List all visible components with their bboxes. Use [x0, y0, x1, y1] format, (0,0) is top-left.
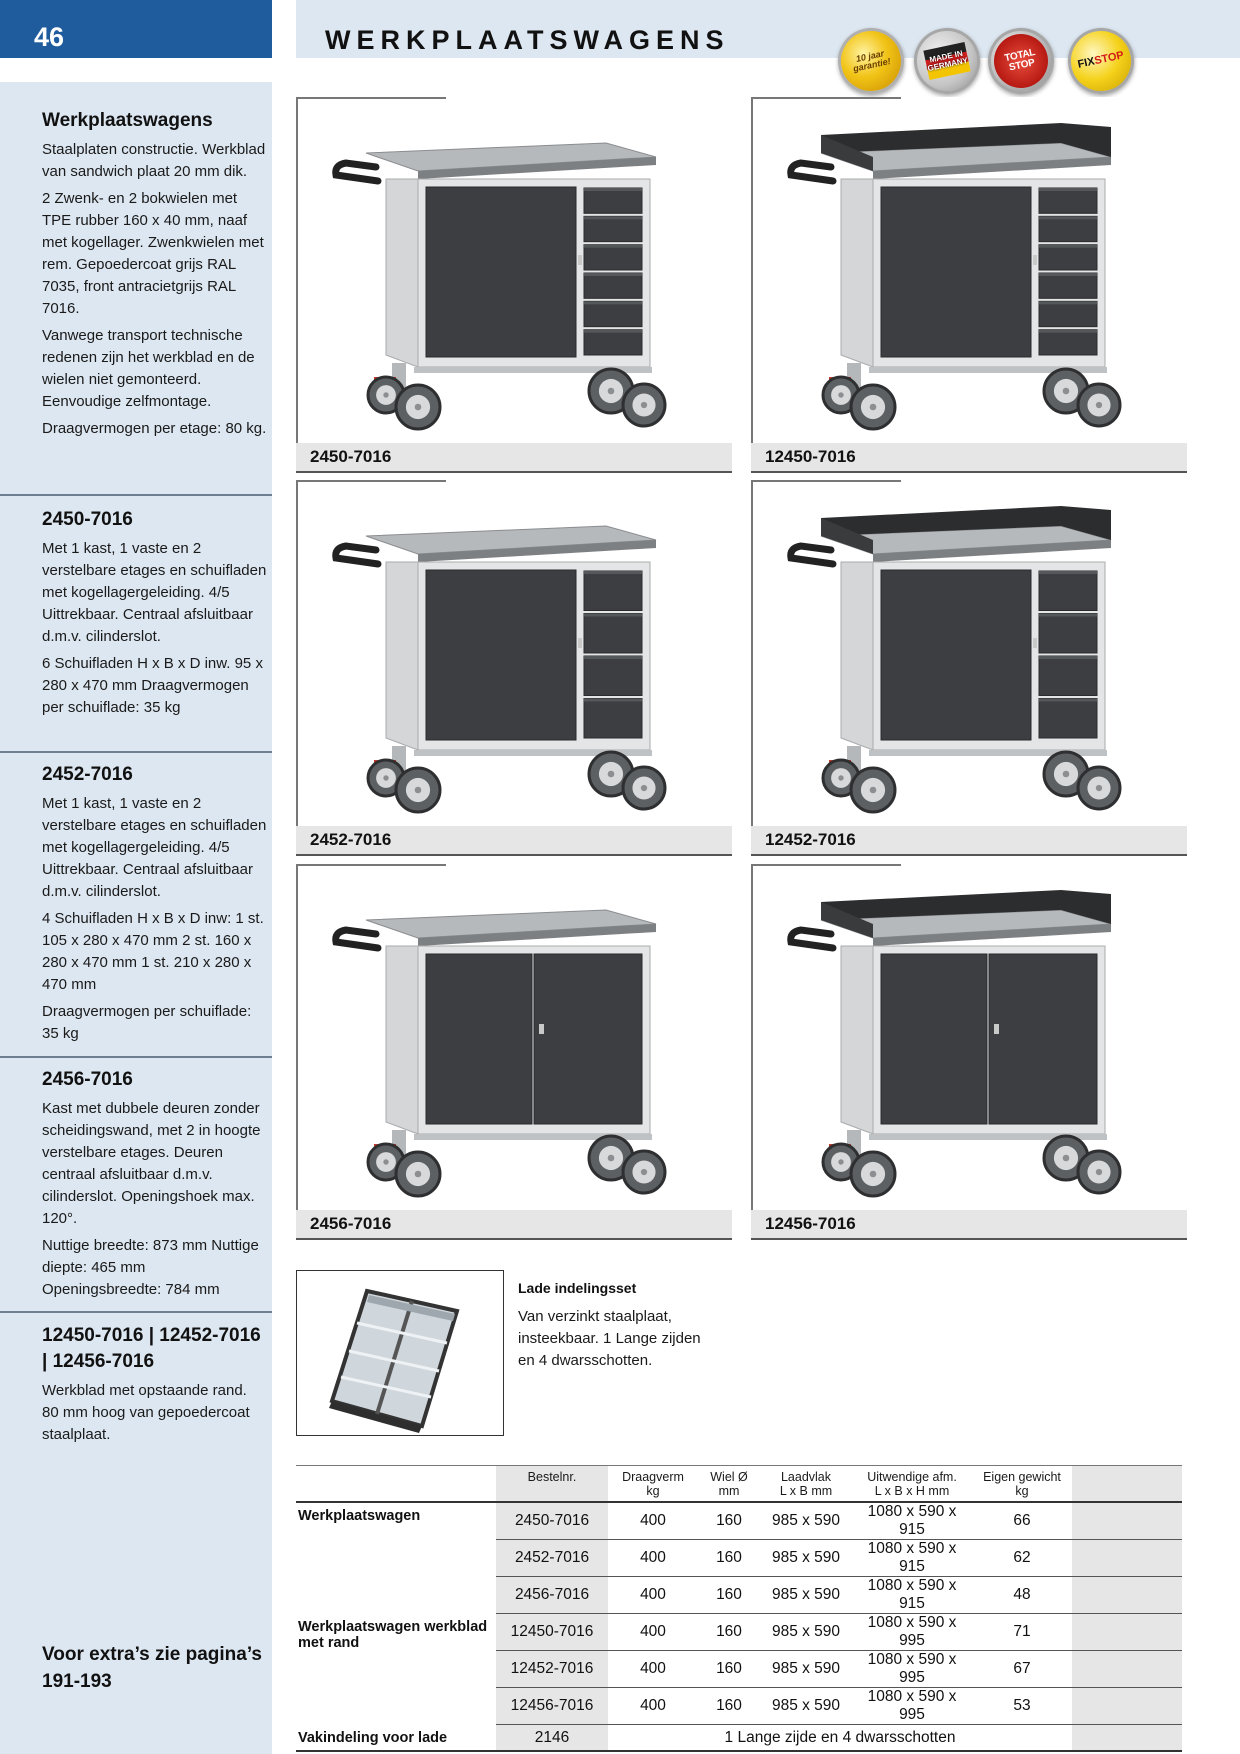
push-handle	[791, 163, 833, 181]
cart-side-panel	[386, 946, 418, 1134]
drawer-front	[1039, 273, 1097, 298]
sidebar-intro-text	[42, 139, 267, 440]
sidebar-intro	[42, 108, 267, 440]
cabinet-door-left	[881, 954, 987, 1124]
workbench-cart-illustration	[781, 488, 1161, 818]
drawer-front	[1039, 656, 1097, 696]
fix-text: FIX	[1076, 55, 1096, 71]
table-cell: 160	[698, 1502, 760, 1540]
card-frame-left	[296, 480, 298, 856]
product-code: 12450-7016	[765, 447, 856, 466]
table-row	[296, 1502, 1182, 1540]
sidebar-paragraph: Nuttige breedte: 873 mm Nuttige diepte: 465 mm Openingsbreedte: 784 mm	[42, 1237, 259, 1298]
sidebar-section-title: 2450-7016	[42, 509, 133, 530]
card-caption	[296, 443, 732, 473]
swivel-castor-wheel	[396, 768, 440, 812]
table-cell: 12450-7016	[496, 1614, 608, 1651]
drawer-handle	[584, 330, 642, 333]
table-cell: 985 x 590	[760, 1502, 852, 1540]
table-cell: 2452-7016	[496, 1540, 608, 1577]
header-line1: Bestelnr.	[527, 1470, 577, 1484]
workbench-cart-illustration	[326, 105, 706, 435]
cabinet-door	[426, 570, 576, 740]
product-card[interactable]	[751, 864, 1187, 1240]
sidebar-intro-title: Werkplaatswagens	[42, 110, 213, 131]
table-cell-empty	[1072, 1725, 1182, 1752]
fixed-castor-wheel	[1078, 1151, 1120, 1193]
table-cell: 1 Lange zijde en 4 dwarsschotten	[608, 1725, 1072, 1752]
header-line2: kg	[646, 1484, 660, 1498]
card-caption	[296, 1210, 732, 1240]
drawer-handle	[1039, 571, 1097, 574]
header-line1: Uitwendige afm.	[867, 1470, 957, 1484]
drawer-handle	[1039, 614, 1097, 617]
drawer-handle	[584, 216, 642, 219]
table-cell: 1080 x 590 x 915	[852, 1540, 972, 1577]
sidebar-divider	[0, 494, 272, 496]
drawer-handle	[584, 699, 642, 702]
guarantee-badge-text: 10 jaar garantie!	[852, 47, 892, 74]
drawer-front	[1039, 699, 1097, 739]
sidebar-divider	[0, 1311, 272, 1313]
table-cell-empty	[1072, 1502, 1182, 1540]
cart-side-panel	[386, 179, 418, 367]
fixed-castor-wheel	[623, 767, 665, 809]
sidebar-paragraph: 6 Schuifladen H x B x D inw. 95 x 280 x 470 mm Draagvermogen per schuiflade: 35 kg	[42, 655, 263, 716]
drawer-front	[584, 656, 642, 696]
sidebar-section-title: 2452-7016	[42, 764, 133, 785]
sidebar-section-title: 2456-7016	[42, 1069, 133, 1090]
swivel-castor-wheel	[396, 1152, 440, 1196]
drawer-handle	[1039, 330, 1097, 333]
sidebar-paragraph: 4 Schuifladen H x B x D inw: 1 st. 105 x 280 x 470 mm 2 st. 160 x 280 x 470 mm 1 st. 210 x 280 x 470 mm	[42, 910, 264, 993]
table-cell: 1080 x 590 x 915	[852, 1502, 972, 1540]
header-line2: kg	[1015, 1484, 1029, 1498]
table-cell: 2456-7016	[496, 1577, 608, 1614]
table-header-row	[296, 1466, 1182, 1503]
cabinet-door-right	[534, 954, 642, 1124]
workbench-cart-illustration	[781, 872, 1161, 1202]
sidebar-paragraph: Met 1 kast, 1 vaste en 2 verstelbare etages en schuifladen met kogellagergeleiding. 4/5 Uittrekbaar. Centraal afsluitbaar d.m.v. cilinderslot.	[42, 795, 267, 900]
product-card[interactable]	[296, 97, 732, 473]
table-cell: 53	[972, 1688, 1072, 1725]
product-code: 12456-7016	[765, 1214, 856, 1233]
product-code: 12452-7016	[765, 830, 856, 849]
table-header-cell	[1072, 1466, 1182, 1503]
drawer-handle	[1039, 188, 1097, 191]
table-cell: 1080 x 590 x 995	[852, 1688, 972, 1725]
push-handle	[336, 930, 378, 948]
drawer-front	[1039, 301, 1097, 326]
lock-icon	[578, 638, 582, 648]
header-line1: Draagverm	[622, 1470, 684, 1484]
product-card[interactable]	[296, 480, 732, 856]
spec-table-body	[296, 1502, 1182, 1751]
table-row-label: Werkplaatswagen	[298, 1508, 421, 1524]
table-cell: 1080 x 590 x 995	[852, 1614, 972, 1651]
table-cell: 12456-7016	[496, 1688, 608, 1725]
table-header-cell	[496, 1466, 608, 1503]
card-frame-top	[751, 97, 901, 99]
sidebar-footer-note: Voor extra’s zie pagina’s 191-193	[42, 1644, 262, 1692]
table-row	[296, 1725, 1182, 1752]
card-caption	[296, 826, 732, 856]
swivel-castor-wheel	[851, 1152, 895, 1196]
fixed-castor-wheel	[1078, 767, 1120, 809]
drawer-handle	[584, 301, 642, 304]
header-line1: Wiel Ø	[710, 1470, 748, 1484]
table-cell: 400	[608, 1688, 698, 1725]
product-card[interactable]	[751, 97, 1187, 473]
workbench-cart-illustration	[326, 488, 706, 818]
drawer-front	[1039, 245, 1097, 270]
total-stop-text: TOTAL STOP	[1003, 46, 1037, 74]
drawer-front	[584, 571, 642, 611]
push-handle	[791, 930, 833, 948]
sidebar-section-text	[42, 1098, 267, 1301]
accessory-description: Van verzinkt staalplaat, insteekbaar. 1 Lange zijden en 4 dwarsschotten.	[518, 1308, 701, 1369]
product-code: 2456-7016	[310, 1214, 392, 1233]
table-header-cell	[296, 1466, 496, 1503]
card-frame-left	[751, 864, 753, 1240]
table-header-cell	[760, 1466, 852, 1503]
drawer-handle	[1039, 216, 1097, 219]
card-frame-top	[296, 97, 446, 99]
drawer-handle	[1039, 699, 1097, 702]
swivel-castor-wheel	[851, 385, 895, 429]
sidebar-paragraph: Werkblad met opstaande rand. 80 mm hoog van gepoedercoat staalplaat.	[42, 1382, 250, 1443]
german-flag-icon	[923, 42, 970, 80]
workbench-cart-illustration	[326, 872, 706, 1202]
card-frame-top	[751, 480, 901, 482]
product-card[interactable]	[296, 864, 732, 1240]
brake-icon	[989, 29, 1053, 93]
table-cell: 160	[698, 1688, 760, 1725]
lock-icon	[578, 255, 582, 265]
drawer-handle	[584, 188, 642, 191]
header-line2: L x B x H mm	[874, 1484, 950, 1498]
drawer-handle	[1039, 301, 1097, 304]
header-line2: L x B mm	[779, 1484, 833, 1498]
table-cell: 160	[698, 1651, 760, 1688]
sidebar-paragraph: Vanwege transport technische redenen zijn het werkblad en de wielen niet gemonteerd. Eenvoudige zelfmontage.	[42, 327, 255, 410]
header-line2: mm	[718, 1484, 740, 1498]
page-number: 46	[34, 22, 65, 52]
sidebar-paragraph: Kast met dubbele deuren zonder scheidingswand, met 2 in hoogte verstelbare etages. Deuren centraal afsluitbaar d.m.v. cilinderslot. Openingshoek max. 120°.	[42, 1100, 261, 1227]
swivel-castor-wheel	[396, 385, 440, 429]
table-cell: 71	[972, 1614, 1072, 1651]
table-cell: 48	[972, 1577, 1072, 1614]
drawer-handle	[1039, 656, 1097, 659]
sidebar-section-2456	[42, 1067, 267, 1301]
header-line1: Laadvlak	[780, 1470, 832, 1484]
sidebar-section-text	[42, 793, 267, 1045]
accessory-title: Lade indelingsset	[518, 1280, 637, 1296]
drawer-front	[584, 273, 642, 298]
lock-icon	[1033, 255, 1037, 265]
table-cell: 2146	[496, 1725, 608, 1752]
push-handle	[336, 546, 378, 564]
cart-side-panel	[841, 946, 873, 1134]
fixed-castor-wheel	[623, 1151, 665, 1193]
drawer-handle	[584, 614, 642, 617]
header-line1: Eigen gewicht	[983, 1470, 1061, 1484]
push-handle	[791, 546, 833, 564]
table-cell: 985 x 590	[760, 1651, 852, 1688]
drawer-front	[584, 245, 642, 270]
drawer-divider-set-image	[296, 1270, 504, 1436]
table-cell: 2450-7016	[496, 1502, 608, 1540]
drawer-front	[584, 699, 642, 739]
drawer-handle	[1039, 245, 1097, 248]
table-cell-empty	[1072, 1614, 1182, 1651]
sidebar-paragraph: Met 1 kast, 1 vaste en 2 verstelbare etages en schuifladen met kogellagergeleiding. 4/5 Uittrekbaar. Centraal afsluitbaar d.m.v. cilinderslot.	[42, 540, 267, 645]
drawer-front	[584, 188, 642, 213]
table-cell-empty	[1072, 1577, 1182, 1614]
table-cell: 1080 x 590 x 915	[852, 1577, 972, 1614]
fixed-castor-wheel	[623, 384, 665, 426]
spec-table	[296, 1465, 1182, 1752]
push-handle	[336, 163, 378, 181]
fix-accent-text: STOP	[1093, 49, 1126, 68]
sidebar-divider	[0, 1056, 272, 1058]
sidebar-divider	[0, 751, 272, 753]
fix-stop-text	[1077, 50, 1125, 71]
drawer-front	[1039, 188, 1097, 213]
product-code: 2452-7016	[310, 830, 392, 849]
drawer-front	[1039, 614, 1097, 654]
page-title: WERKPLAATSWAGENS	[325, 25, 730, 55]
table-cell-empty	[1072, 1688, 1182, 1725]
swivel-castor-wheel	[851, 768, 895, 812]
drawer-front	[584, 330, 642, 355]
table-header-cell	[852, 1466, 972, 1503]
made-in-germany-text: MADE IN GERMANY	[926, 48, 969, 74]
fixed-castor-wheel	[1078, 384, 1120, 426]
lock-icon	[1033, 638, 1037, 648]
table-header-cell	[972, 1466, 1072, 1503]
card-frame-top	[751, 864, 901, 866]
sidebar-paragraph: 2 Zwenk- en 2 bokwielen met TPE rubber 160 x 40 mm, naaf met kogellager. Zwenkwielen met rem. Gepoedercoat grijs RAL 7035, front antracietgrijs RAL 7016.	[42, 190, 264, 317]
sidebar-section-text	[42, 1380, 267, 1446]
sidebar-section-raised-edge	[42, 1323, 267, 1446]
table-cell-empty	[1072, 1540, 1182, 1577]
table-cell: 160	[698, 1577, 760, 1614]
cart-side-panel	[386, 562, 418, 750]
table-cell: 400	[608, 1577, 698, 1614]
sidebar-paragraph: Staalplaten constructie. Werkblad van sandwich plaat 20 mm dik.	[42, 141, 266, 180]
page-number-box	[0, 0, 272, 58]
drawer-divider-set-illustration	[297, 1271, 502, 1434]
drawer-front	[584, 301, 642, 326]
drawer-handle	[584, 245, 642, 248]
cabinet-door-left	[426, 954, 532, 1124]
drawer-front	[1039, 330, 1097, 355]
table-cell: 67	[972, 1651, 1072, 1688]
table-row-label: Werkplaatswagen werkblad met rand	[298, 1618, 488, 1651]
card-frame-left	[296, 864, 298, 1240]
card-caption	[751, 826, 1187, 856]
table-cell: 985 x 590	[760, 1688, 852, 1725]
table-cell: 160	[698, 1614, 760, 1651]
cabinet-door	[881, 570, 1031, 740]
table-row-label: Vakindeling voor lade	[296, 1725, 496, 1752]
table-cell: 400	[608, 1502, 698, 1540]
cart-side-panel	[841, 179, 873, 367]
cabinet-door	[881, 187, 1031, 357]
table-cell: 400	[608, 1540, 698, 1577]
table-header-cell	[608, 1466, 698, 1503]
table-cell: 985 x 590	[760, 1540, 852, 1577]
table-cell: 66	[972, 1502, 1072, 1540]
card-frame-top	[296, 480, 446, 482]
table-cell: 400	[608, 1651, 698, 1688]
sidebar-section-2450	[42, 507, 267, 719]
cabinet-door-right	[989, 954, 1097, 1124]
card-frame-left	[751, 97, 753, 473]
table-cell: 62	[972, 1540, 1072, 1577]
drawer-front	[584, 216, 642, 241]
product-card[interactable]	[751, 480, 1187, 856]
card-frame-left	[751, 480, 753, 856]
sidebar-paragraph: Draagvermogen per etage: 80 kg.	[42, 420, 267, 437]
table-cell: 400	[608, 1614, 698, 1651]
table-cell: 985 x 590	[760, 1577, 852, 1614]
drawer-handle	[1039, 273, 1097, 276]
drawer-handle	[584, 273, 642, 276]
lock-icon	[539, 1024, 544, 1034]
workbench-cart-illustration	[781, 105, 1161, 435]
cabinet-door	[426, 187, 576, 357]
table-header-cell	[698, 1466, 760, 1503]
card-frame-top	[296, 864, 446, 866]
card-frame-left	[296, 97, 298, 473]
table-cell: 160	[698, 1540, 760, 1577]
product-code: 2450-7016	[310, 447, 392, 466]
sidebar-section-text	[42, 538, 267, 719]
card-caption	[751, 443, 1187, 473]
table-cell: 985 x 590	[760, 1614, 852, 1651]
drawer-front	[1039, 571, 1097, 611]
sidebar-paragraph: Draagvermogen per schuiflade: 35 kg	[42, 1003, 252, 1042]
card-caption	[751, 1210, 1187, 1240]
drawer-handle	[584, 656, 642, 659]
cart-side-panel	[841, 562, 873, 750]
table-cell-empty	[1072, 1651, 1182, 1688]
sidebar-section-2452	[42, 762, 267, 1045]
table-cell: 12452-7016	[496, 1651, 608, 1688]
sidebar-section-title: 12450-7016 | 12452-7016 | 12456-7016	[42, 1325, 261, 1372]
lock-icon	[994, 1024, 999, 1034]
table-cell: 1080 x 590 x 995	[852, 1651, 972, 1688]
drawer-front	[584, 614, 642, 654]
drawer-front	[1039, 216, 1097, 241]
table-row	[296, 1614, 1182, 1651]
drawer-handle	[584, 571, 642, 574]
